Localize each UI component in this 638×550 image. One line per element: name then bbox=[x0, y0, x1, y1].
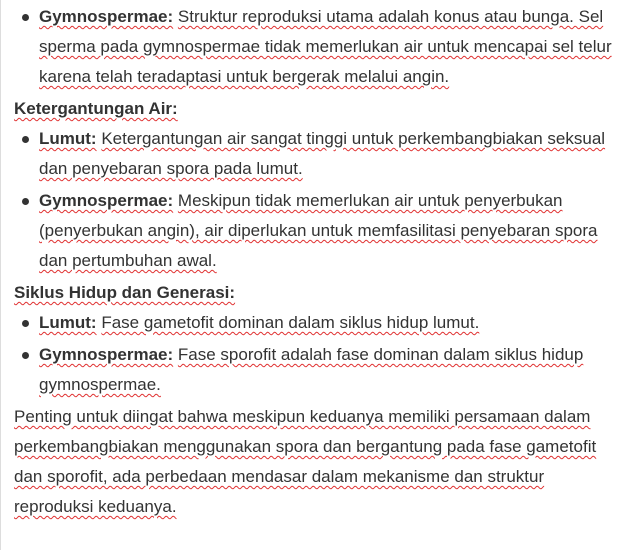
item-text: Fase sporofit adalah fase dominan dalam siklus hidup gymnospermae. bbox=[39, 345, 584, 394]
list-item-gymnospermae-reproduction bbox=[14, 2, 626, 92]
section-heading-life-cycle: Siklus Hidup dan Generasi: bbox=[14, 283, 236, 302]
bullet-list-reproduction bbox=[14, 2, 626, 92]
item-text: Meskipun tidak memerlukan air untuk penyerbukan (penyerbukan angin), air diperlukan untuk memfasilitasi penyebaran spora dan pertumbuhan awal. bbox=[39, 191, 598, 270]
term-label: Gymnospermae: bbox=[39, 345, 174, 364]
bullet-list-water bbox=[14, 124, 626, 276]
term-label: Lumut: bbox=[39, 129, 97, 148]
term-label: Gymnospermae: bbox=[39, 7, 174, 26]
list-item-gymnospermae-water bbox=[14, 186, 626, 276]
bullet-list-life-cycle bbox=[14, 308, 626, 400]
conclusion-paragraph: Penting untuk diingat bahwa meskipun keduanya memiliki persamaan dalam perkembangbiakan menggunakan spora dan bergantung pada fase gametofit dan sporofit, ada perbedaan mendasar dalam mekanisme dan struktur reproduksi keduanya. bbox=[14, 407, 597, 516]
item-text: Struktur reproduksi utama adalah konus atau bunga. Sel sperma pada gymnospermae tidak memerlukan air untuk mencapai sel telur karena telah teradaptasi untuk bergerak melalui angin. bbox=[39, 7, 612, 86]
editor-left-border bbox=[0, 0, 1, 550]
item-text: Fase gametofit dominan dalam siklus hidup lumut. bbox=[101, 313, 480, 332]
list-item-lumut-water bbox=[14, 124, 626, 184]
document-body[interactable] bbox=[14, 2, 626, 522]
list-item-gymnospermae-cycle bbox=[14, 340, 626, 400]
list-item-lumut-cycle bbox=[14, 308, 626, 338]
section-heading-water: Ketergantungan Air: bbox=[14, 99, 178, 118]
term-label: Lumut: bbox=[39, 313, 97, 332]
term-label: Gymnospermae: bbox=[39, 191, 174, 210]
item-text: Ketergantungan air sangat tinggi untuk perkembangbiakan seksual dan penyebaran spora pada lumut. bbox=[39, 129, 606, 178]
